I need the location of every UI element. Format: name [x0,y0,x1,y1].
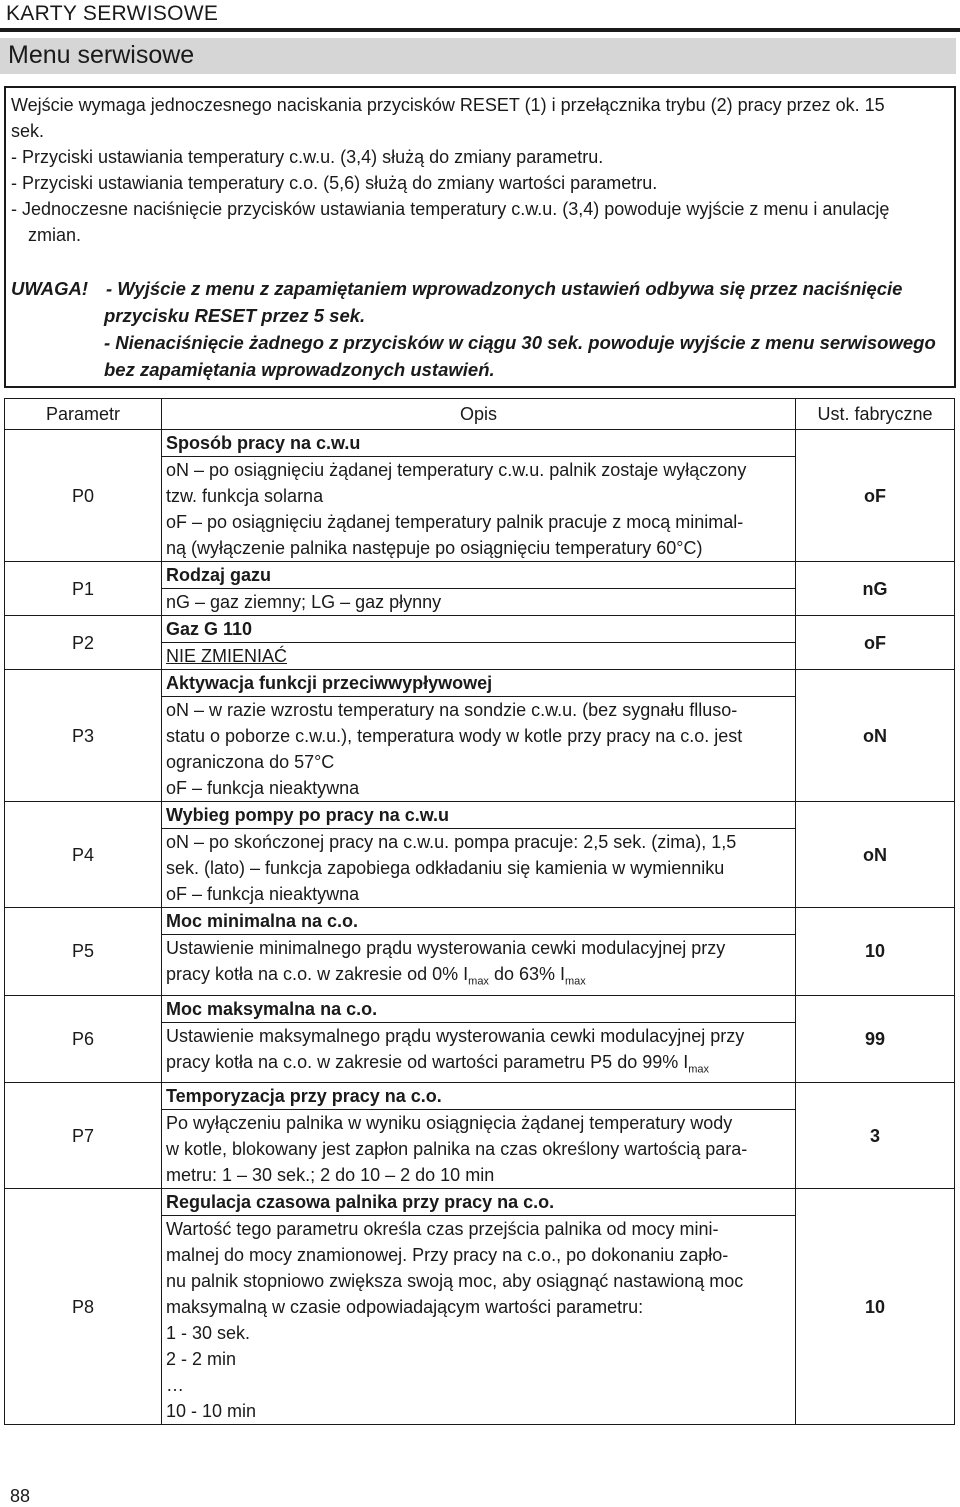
desc-line: metru: 1 – 30 sek.; 2 do 10 – 2 do 10 min [166,1165,495,1186]
intro-box [4,86,956,388]
param-description [162,697,796,802]
table-row [5,1189,955,1216]
param-heading: Regulacja czasowa palnika przy pracy na c.o. [162,1189,796,1216]
desc-line: tzw. funkcja solarna [166,486,324,506]
page-number: 88 [10,1486,31,1506]
param-code: P5 [5,908,162,996]
desc-line [166,961,791,995]
header-divider [0,28,960,32]
desc-text: pracy kotła na c.o. w zakresie od 0% I [166,964,469,984]
desc-line: Ustawienie maksymalnego prądu wysterowania cewki modulacyjnej przy [166,1025,745,1046]
param-heading: Temporyzacja przy pracy na c.o. [162,1083,796,1110]
warning-line: bez zapamiętania wprowadzonych ustawień. [104,359,495,380]
desc-line: malnej do mocy znamionowej. Przy pracy na c.o., po dokonaniu zapło- [166,1245,729,1266]
table-row [5,670,955,697]
default-value: oN [796,670,955,802]
desc-line: oF – funkcja nieaktywna [166,884,360,904]
page-title: Menu serwisowe [8,41,195,69]
default-value: oF [796,430,955,562]
param-code: P1 [5,562,162,616]
column-header-param: Parametr [5,399,162,430]
title-bar [0,38,956,74]
param-description [162,1022,796,1083]
desc-line: oN – po skończonej pracy na c.w.u. pompa pracuje: 2,5 sek. (zima), 1,5 [166,832,737,852]
param-code: P4 [5,802,162,908]
warning-line: - Nienaciśnięcie żadnego z przycisków w ciągu 30 sek. powoduje wyjście z menu serwisowego [104,332,936,353]
param-heading: Gaz G 110 [162,616,796,643]
default-value: oN [796,802,955,908]
desc-line [166,1049,791,1083]
param-heading: Aktywacja funkcji przeciwwypływowej [162,670,796,697]
param-heading: Sposób pracy na c.w.u [162,430,796,457]
param-code: P0 [5,430,162,562]
intro-line: - Przyciski ustawiania temperatury c.o. (5,6) służą do zmiany wartości parametru. [11,173,658,193]
desc-line: 10 - 10 min [166,1401,257,1422]
desc-line: oF – po osiągnięciu żądanej temperatury palnik pracuje z mocą minimal- [166,512,744,532]
desc-line: ograniczona do 57°C [166,752,335,772]
table-header-row [5,399,955,430]
param-heading: Rodzaj gazu [162,562,796,589]
param-code: P7 [5,1083,162,1189]
default-value: 3 [796,1083,955,1189]
warning-label: UWAGA! [11,278,89,299]
warning-line: przycisku RESET przez 5 sek. [104,305,366,326]
desc-line: oN – po osiągnięciu żądanej temperatury c.w.u. palnik zostaje wyłączony [166,460,747,480]
desc-line: sek. (lato) – funkcja zapobiega odkładaniu się kamienia w wymienniku [166,858,725,878]
desc-line: Po wyłączeniu palnika w wyniku osiągnięcia żądanej temperatury wody [166,1113,733,1134]
intro-line: zmian. [28,225,82,245]
param-code: P2 [5,616,162,670]
table-row [5,430,955,457]
parameters-table [4,398,955,1425]
desc-line: Ustawienie minimalnego prądu wysterowania cewki modulacyjnej przy [166,938,726,958]
intro-line: - Przyciski ustawiania temperatury c.w.u. (3,4) służą do zmiany parametru. [11,147,604,167]
desc-line: ną (wyłączenie palnika następuje po osiągnięciu temperatury 60°C) [166,538,703,558]
table-row [5,908,955,935]
desc-line: maksymalną w czasie odpowiadającym wartości parametru: [166,1297,644,1318]
default-value: oF [796,616,955,670]
param-description [162,457,796,562]
param-heading: Moc minimalna na c.o. [162,908,796,935]
param-heading: Wybieg pompy po pracy na c.w.u [162,802,796,829]
intro-line: - Jednoczesne naciśnięcie przycisków ustawiania temperatury c.w.u. (3,4) powoduje wyjście z menu i anulację [11,199,890,219]
param-code: P6 [5,995,162,1083]
intro-line: Wejście wymaga jednoczesnego naciskania przycisków RESET (1) i przełącznika trybu (2) pracy przez ok. 15 [11,95,885,115]
table-row [5,1083,955,1110]
desc-text: do 63% I [488,964,565,984]
column-header-desc: Opis [162,399,796,430]
desc-line: Wartość tego parametru określa czas przejścia palnika od mocy mini- [166,1219,719,1240]
desc-line: … [166,1375,184,1396]
desc-line: NIE ZMIENIAĆ [166,646,288,666]
section-header: KARTY SERWISOWE [6,2,219,25]
desc-text: pracy kotła na c.o. w zakresie od wartości parametru P5 do 99% I [166,1051,689,1072]
table-row [5,802,955,829]
param-heading: Moc maksymalna na c.o. [162,995,796,1022]
param-description [162,589,796,616]
desc-line: oN – w razie wzrostu temperatury na sondzie c.w.u. (bez sygnału flluso- [166,700,738,720]
intro-line: sek. [11,121,45,141]
subscript: max [565,975,586,988]
desc-line: oF – funkcja nieaktywna [166,778,360,798]
table-row [5,562,955,589]
desc-line: 2 - 2 min [166,1349,237,1370]
warning-line: - Wyjście z menu z zapamiętaniem wprowadzonych ustawień odbywa się przez naciśnięcie [106,278,903,299]
default-value: 99 [796,995,955,1083]
default-value: 10 [796,908,955,996]
param-description [162,829,796,908]
param-code: P8 [5,1189,162,1425]
subscript: max [688,1063,710,1076]
desc-line: w kotle, blokowany jest zapłon palnika na czas określony wartością para- [166,1139,748,1160]
default-value: 10 [796,1189,955,1425]
table-row [5,995,955,1022]
param-description [162,1110,796,1189]
desc-line: nu palnik stopniowo zwiększa swoją moc, aby osiągnąć nastawioną moc [166,1271,744,1292]
param-description [162,643,796,670]
column-header-default: Ust. fabryczne [796,399,955,430]
param-description [162,935,796,996]
default-value: nG [796,562,955,616]
param-description [162,1216,796,1425]
subscript: max [468,975,489,988]
param-code: P3 [5,670,162,802]
table-row [5,616,955,643]
desc-line: nG – gaz ziemny; LG – gaz płynny [166,592,442,612]
desc-line: 1 - 30 sek. [166,1323,251,1344]
desc-line: statu o poborze c.w.u.), temperatura wody w kotle przy pracy na c.o. jest [166,726,743,746]
